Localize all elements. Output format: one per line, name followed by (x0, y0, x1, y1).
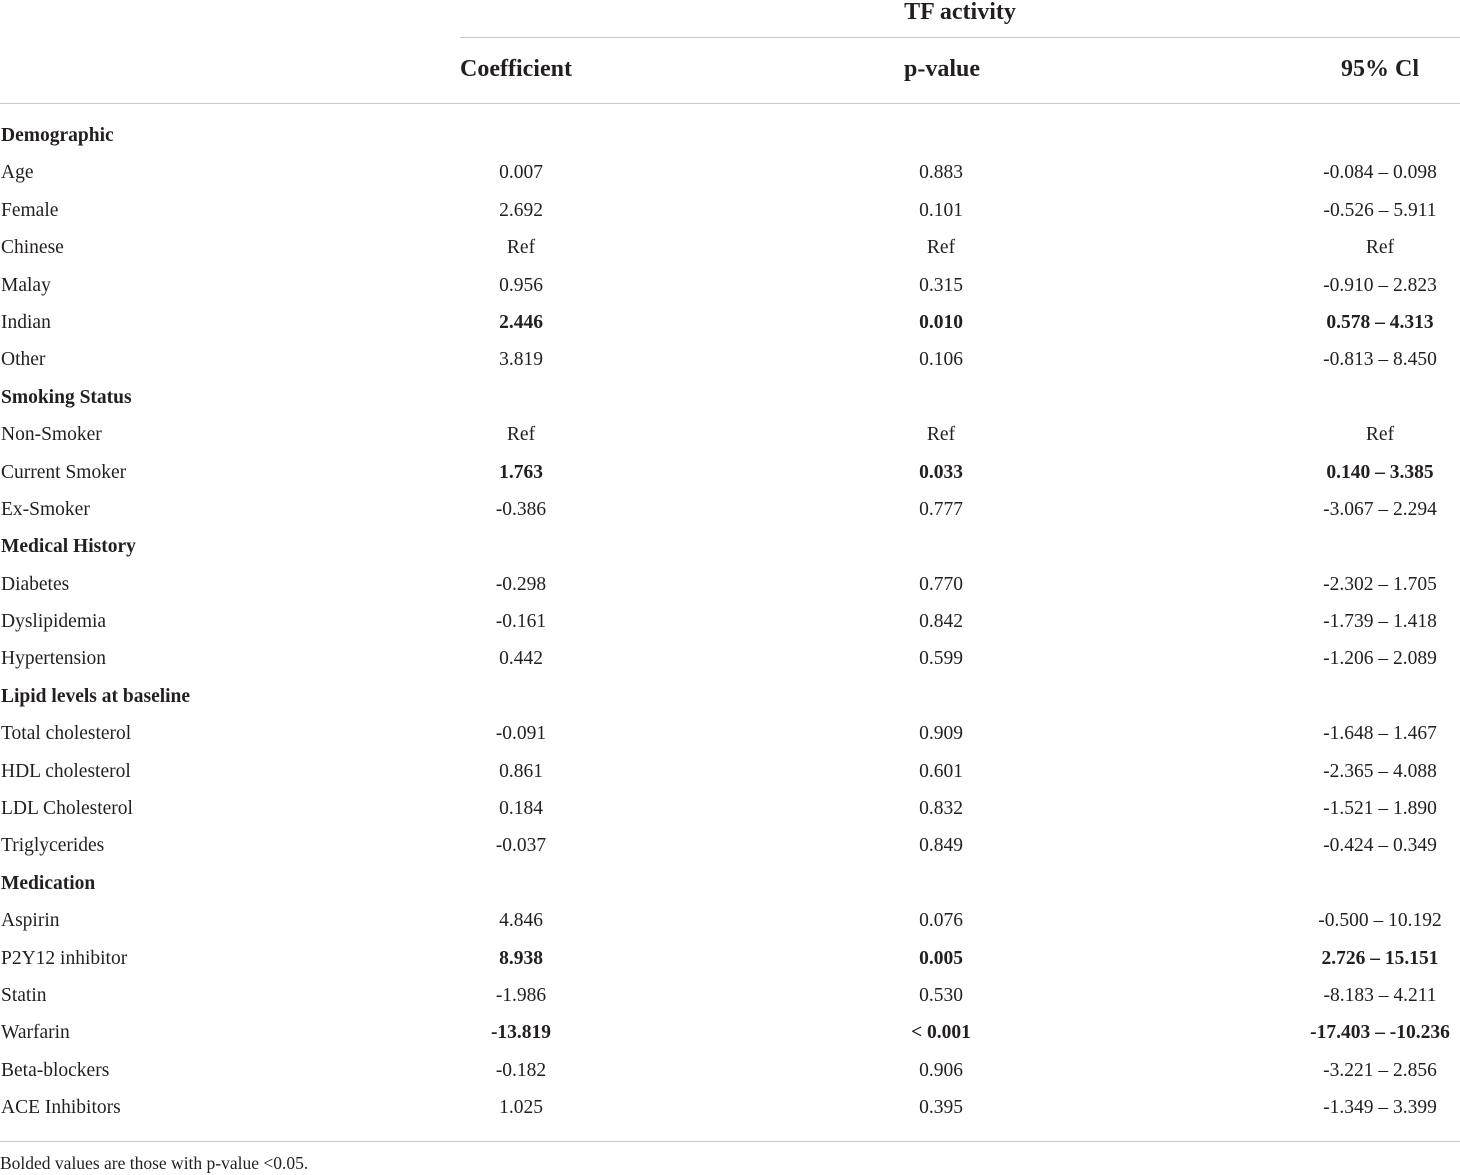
ci-cell: -0.813 – 8.450 (1323, 349, 1437, 371)
ci-cell: -0.084 – 0.098 (1323, 162, 1437, 184)
p-value-cell: 0.076 (919, 910, 963, 932)
row-label: Triglycerides (1, 835, 105, 857)
table-footnote: Bolded values are those with p-value <0.05. (0, 1153, 309, 1173)
table-row (0, 454, 1460, 491)
coefficient-cell: -0.161 (495, 611, 547, 633)
table-row (0, 566, 1460, 603)
section-label: Medical History (1, 536, 136, 558)
row-label: ACE Inhibitors (1, 1097, 121, 1119)
table-row (0, 267, 1460, 304)
ci-cell: 2.726 – 15.151 (1321, 947, 1439, 969)
p-value-cell: 0.909 (919, 723, 963, 745)
table-row (0, 940, 1460, 977)
section-header-row (0, 528, 1460, 565)
row-label: Warfarin (1, 1022, 70, 1044)
coefficient-cell: 4.846 (499, 910, 543, 932)
row-label: P2Y12 inhibitor (1, 947, 128, 969)
header-rule (0, 103, 1460, 104)
ci-cell: -1.739 – 1.418 (1323, 611, 1437, 633)
row-label: Malay (1, 274, 51, 296)
row-label: Statin (1, 984, 47, 1006)
table-row (0, 304, 1460, 341)
coefficient-cell: 3.819 (499, 349, 543, 371)
coefficient-cell: 1.025 (499, 1097, 543, 1119)
ci-cell: -3.221 – 2.856 (1323, 1059, 1437, 1081)
p-value-cell: 0.770 (919, 573, 963, 595)
footer-rule (0, 1141, 1460, 1142)
ci-cell: -1.648 – 1.467 (1323, 723, 1437, 745)
coefficient-cell: -1.986 (495, 984, 547, 1006)
ci-cell: Ref (1365, 424, 1395, 446)
coefficient-cell: Ref (506, 424, 536, 446)
p-value-cell: 0.832 (919, 798, 963, 820)
table-row (0, 977, 1460, 1014)
row-label: Non-Smoker (1, 424, 102, 446)
group-header-tf-activity: TF activity (904, 0, 1016, 25)
table-row (0, 1089, 1460, 1126)
ci-cell: -17.403 – -10.236 (1310, 1022, 1450, 1044)
column-header-95-ci: 95% Cl (1341, 56, 1419, 82)
row-label: LDL Cholesterol (1, 798, 133, 820)
table-row (0, 1052, 1460, 1089)
row-label: Indian (1, 311, 51, 333)
table-row (0, 491, 1460, 528)
section-label: Lipid levels at baseline (1, 685, 191, 707)
ci-cell: -1.349 – 3.399 (1323, 1097, 1437, 1119)
table-row (0, 902, 1460, 939)
p-value-cell: 0.106 (919, 349, 963, 371)
table-row (0, 154, 1460, 191)
p-value-cell: 0.033 (919, 461, 963, 483)
row-label: Other (1, 349, 46, 371)
ci-cell: Ref (1365, 237, 1395, 259)
column-header-p-value: p-value (903, 56, 980, 82)
table-row (0, 640, 1460, 677)
p-value-cell: < 0.001 (911, 1022, 971, 1044)
coefficient-cell: -0.298 (495, 573, 547, 595)
table-body (0, 117, 1460, 1127)
ci-cell: -0.500 – 10.192 (1318, 910, 1442, 932)
table-row (0, 827, 1460, 864)
ci-cell: -1.521 – 1.890 (1323, 798, 1437, 820)
section-label: Medication (1, 872, 96, 894)
row-label: Female (1, 199, 59, 221)
p-value-cell: 0.101 (919, 199, 963, 221)
p-value-cell: 0.777 (919, 498, 963, 520)
coefficient-cell: 0.007 (499, 162, 543, 184)
section-header-row (0, 379, 1460, 416)
section-header-row (0, 117, 1460, 154)
p-value-cell: 0.842 (919, 611, 963, 633)
coefficient-cell: 0.184 (499, 798, 543, 820)
table-row (0, 603, 1460, 640)
coefficient-cell: 2.692 (499, 199, 543, 221)
table-row (0, 229, 1460, 266)
column-header-coefficient: Coefficient (460, 56, 572, 82)
coefficient-cell: -13.819 (490, 1022, 552, 1044)
ci-cell: 0.578 – 4.313 (1326, 311, 1434, 333)
coefficient-cell: 0.861 (499, 760, 543, 782)
table-row (0, 341, 1460, 378)
ci-cell: -0.424 – 0.349 (1323, 835, 1437, 857)
p-value-cell: Ref (926, 237, 956, 259)
coefficient-cell: 8.938 (499, 947, 543, 969)
coefficient-cell: -0.386 (495, 498, 547, 520)
p-value-cell: 0.530 (919, 984, 963, 1006)
coefficient-cell: 2.446 (499, 311, 543, 333)
ci-cell: -2.302 – 1.705 (1323, 573, 1437, 595)
section-label: Smoking Status (1, 386, 132, 408)
section-header-row (0, 678, 1460, 715)
ci-cell: -8.183 – 4.211 (1323, 984, 1437, 1006)
p-value-cell: 0.010 (919, 311, 963, 333)
ci-cell: -3.067 – 2.294 (1323, 498, 1437, 520)
row-label: Ex-Smoker (1, 498, 90, 520)
ci-cell: -2.365 – 4.088 (1323, 760, 1437, 782)
section-label: Demographic (1, 125, 114, 146)
coefficient-cell: 0.956 (499, 274, 543, 296)
row-label: Hypertension (1, 648, 107, 670)
table-row (0, 753, 1460, 790)
row-label: Beta-blockers (1, 1059, 110, 1081)
coefficient-cell: -0.037 (495, 835, 547, 857)
coefficient-cell: 0.442 (499, 648, 543, 670)
coefficient-cell: -0.182 (495, 1059, 547, 1081)
p-value-cell: 0.395 (919, 1097, 963, 1119)
p-value-cell: 0.315 (919, 274, 963, 296)
group-header-rule (460, 37, 1460, 38)
row-label: Dyslipidemia (1, 611, 107, 633)
p-value-cell: Ref (926, 424, 956, 446)
ci-cell: -0.526 – 5.911 (1323, 199, 1437, 221)
coefficient-cell: -0.091 (495, 723, 547, 745)
section-header-row (0, 865, 1460, 902)
row-label: Total cholesterol (1, 723, 132, 745)
row-label: Age (1, 162, 34, 184)
coefficient-cell: 1.763 (499, 461, 543, 483)
table-row (0, 1014, 1460, 1051)
table-row (0, 715, 1460, 752)
coefficient-cell: Ref (506, 237, 536, 259)
row-label: HDL cholesterol (1, 760, 131, 782)
p-value-cell: 0.005 (919, 947, 963, 969)
row-label: Aspirin (1, 910, 60, 932)
ci-cell: -1.206 – 2.089 (1323, 648, 1437, 670)
table-row (0, 192, 1460, 229)
p-value-cell: 0.883 (919, 162, 963, 184)
ci-cell: 0.140 – 3.385 (1326, 461, 1434, 483)
row-label: Diabetes (1, 573, 70, 595)
p-value-cell: 0.599 (919, 648, 963, 670)
p-value-cell: 0.849 (919, 835, 963, 857)
p-value-cell: 0.906 (919, 1059, 963, 1081)
p-value-cell: 0.601 (919, 760, 963, 782)
table-row (0, 416, 1460, 453)
table-row (0, 790, 1460, 827)
row-label: Chinese (1, 237, 64, 259)
ci-cell: -0.910 – 2.823 (1323, 274, 1437, 296)
row-label: Current Smoker (1, 461, 127, 483)
